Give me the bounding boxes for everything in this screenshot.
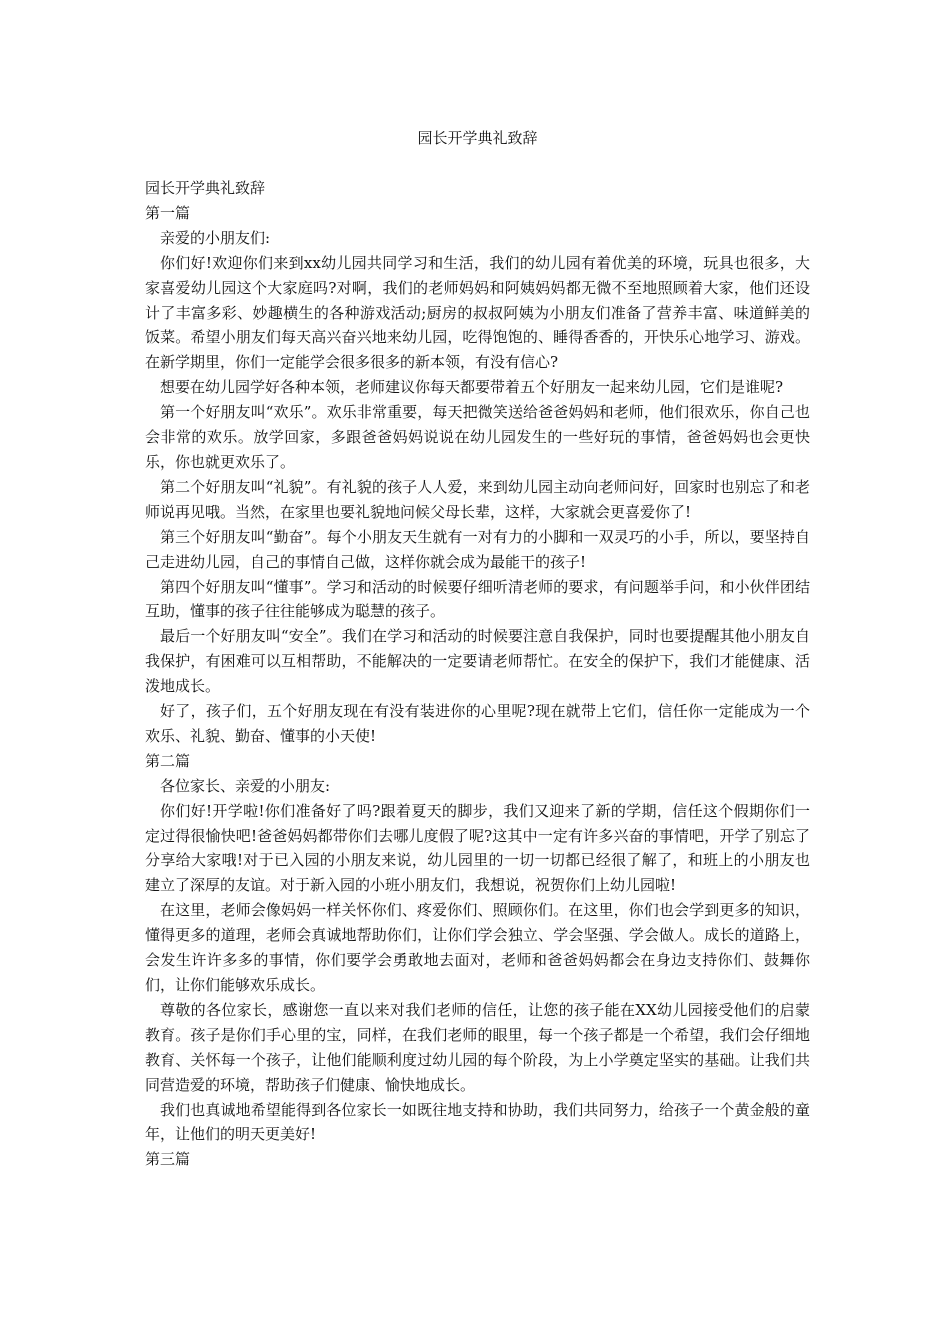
- paragraph: 你们好!开学啦!你们准备好了吗?跟着夏天的脚步，我们又迎来了新的学期，信任这个假期你们一定过得很愉快吧!爸爸妈妈都带你们去哪儿度假了呢?这其中一定有许多兴奋的事情吧，开学了别忘了分享给大家哦!对于已入园的小朋友来说，幼儿园里的一切一切都已经很了解了，和班上的小朋友也建立了深厚的友谊。对于新入园的小班小朋友们，我想说，祝贺你们上幼儿园啦!: [145, 801, 810, 895]
- section-heading-3: 第三篇: [145, 1150, 191, 1169]
- paragraph: 各位家长、亲爱的小朋友:: [160, 776, 331, 795]
- paragraph: 第四个好朋友叫“懂事”。学习和活动的时候要仔细听清老师的要求，有问题举手问，和小伙伴团结互助，懂事的孩子往往能够成为聪慧的孩子。: [145, 577, 810, 621]
- paragraph: 想要在幼儿园学好各种本领，老师建议你每天都要带着五个好朋友一起来幼儿园，它们是谁呢?: [160, 378, 784, 397]
- paragraph: 第三个好朋友叫“勤奋”。每个小朋友天生就有一对有力的小脚和一双灵巧的小手，所以，要坚持自己走进幼儿园，自己的事情自己做，这样你就会成为最能干的孩子!: [145, 527, 810, 571]
- paragraph: 你们好!欢迎你们来到xx幼儿园共同学习和生活，我们的幼儿园有着优美的环境，玩具也很多，大家喜爱幼儿园这个大家庭吗?对啊，我们的老师妈妈和阿姨妈妈都无微不至地照顾着大家，他们还设计了丰富多彩、妙趣横生的各种游戏活动;厨房的叔叔阿姨为小朋友们准备了营养丰富、味道鲜美的饭菜。希望小朋友们每天高兴奋兴地来幼儿园，吃得饱饱的、睡得香香的，开快乐心地学习、游戏。在新学期里，你们一定能学会很多很多的新本领，有没有信心?: [145, 253, 810, 372]
- paragraph: 尊敬的各位家长，感谢您一直以来对我们老师的信任，让您的孩子能在XX幼儿园接受他们的启蒙教育。孩子是你们手心里的宝，同样，在我们老师的眼里，每一个孩子都是一个希望，我们会仔细地教育、关怀每一个孩子，让他们能顺利度过幼儿园的每个阶段，为上小学奠定坚实的基础。让我们共同营造爱的环境，帮助孩子们健康、愉快地成长。: [145, 1000, 810, 1094]
- section-heading-2: 第二篇: [145, 751, 191, 770]
- paragraph: 我们也真诚地希望能得到各位家长一如既往地支持和协助，我们共同努力，给孩子一个黄金般的童年，让他们的明天更美好!: [145, 1100, 810, 1144]
- paragraph: 第一个好朋友叫“欢乐”。欢乐非常重要，每天把微笑送给爸爸妈妈和老师，他们很欢乐，你自己也会非常的欢乐。放学回家，多跟爸爸妈妈说说在幼儿园发生的一些好玩的事情，爸爸妈妈也会更快乐，你也就更欢乐了。: [145, 403, 810, 471]
- paragraph: 第二个好朋友叫“礼貌”。有礼貌的孩子人人爱，来到幼儿园主动向老师问好，回家时也别忘了和老师说再见哦。当然，在家里也要礼貌地问候父母长辈，这样，大家就会更喜爱你了!: [145, 477, 810, 521]
- paragraph: 最后一个好朋友叫“安全”。我们在学习和活动的时候要注意自我保护，同时也要提醒其他小朋友自我保护，有困难可以互相帮助，不能解决的一定要请老师帮忙。在安全的保护下，我们才能健康、活泼地成长。: [145, 627, 810, 696]
- document-body: [145, 176, 810, 1172]
- paragraph: 亲爱的小朋友们:: [160, 228, 271, 247]
- document-subtitle: 园长开学典礼致辞: [145, 179, 266, 197]
- paragraph: 在这里，老师会像妈妈一样关怀你们、疼爱你们、照顾你们。在这里，你们也会学到更多的知识，懂得更多的道理，老师会真诚地帮助你们，让你们学会独立、学会坚强、学会做人。成长的道路上，会发生许许多多的事情，你们要学会勇敢地去面对，老师和爸爸妈妈都会在身边支持你们、鼓舞你们，让你们能够欢乐成长。: [145, 901, 810, 994]
- section-heading-1: 第一篇: [145, 203, 191, 222]
- document-title: 园长开学典礼致辞: [417, 129, 538, 147]
- paragraph: 好了，孩子们，五个好朋友现在有没有装进你的心里呢?现在就带上它们，信任你一定能成为一个欢乐、礼貌、勤奋、懂事的小天使!: [145, 702, 810, 745]
